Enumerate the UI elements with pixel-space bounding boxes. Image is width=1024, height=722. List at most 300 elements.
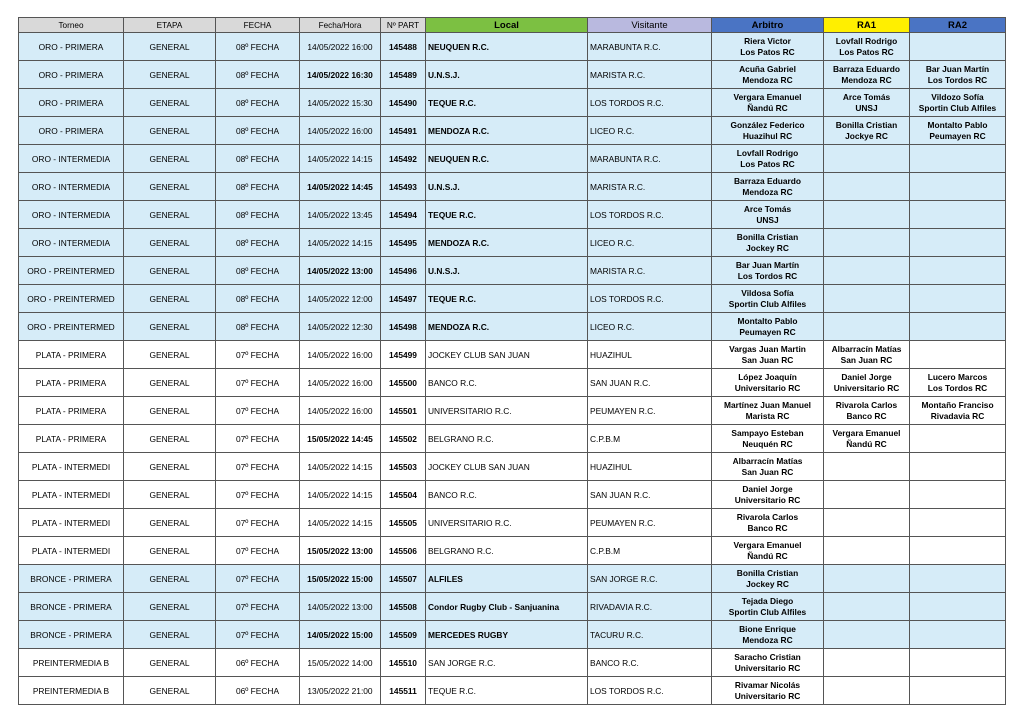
- cell-arbitro-name: Albarracín Matías: [732, 455, 803, 466]
- cell-torneo: ORO - INTERMEDIA: [19, 201, 124, 229]
- cell-torneo: BRONCE - PRIMERA: [19, 565, 124, 593]
- cell-arbitro-club: Ñandú RC: [747, 550, 788, 561]
- cell-arbitro-club: UNSJ: [756, 214, 779, 225]
- cell-visitante: MARABUNTA R.C.: [588, 145, 712, 173]
- cell-torneo: ORO - PREINTERMED: [19, 313, 124, 341]
- cell-visitante: RIVADAVIA R.C.: [588, 593, 712, 621]
- table-row: [19, 509, 1006, 537]
- cell-ra1-club: Jockye RC: [845, 130, 888, 141]
- table-row: [19, 649, 1006, 677]
- cell-ra2: [910, 61, 1006, 89]
- cell-visitante: LICEO R.C.: [588, 117, 712, 145]
- cell-visitante: SAN JORGE R.C.: [588, 565, 712, 593]
- cell-ra1-club: San Juan RC: [840, 354, 893, 365]
- cell-visitante: HUAZIHUL: [588, 453, 712, 481]
- cell-n-part: 145493: [381, 173, 426, 201]
- cell-ra2: [910, 397, 1006, 425]
- cell-local: MENDOZA R.C.: [426, 117, 588, 145]
- cell-ra1: [824, 481, 910, 509]
- cell-ra2: [910, 341, 1006, 369]
- cell-ra1-club: Universitario RC: [833, 382, 900, 393]
- cell-torneo: PREINTERMEDIA B: [19, 649, 124, 677]
- cell-ra2-name: Montalto Pablo: [927, 119, 988, 130]
- cell-fecha-hora: 15/05/2022 13:00: [300, 537, 381, 565]
- cell-torneo: PLATA - PRIMERA: [19, 341, 124, 369]
- cell-fecha-hora: 14/05/2022 14:15: [300, 453, 381, 481]
- cell-n-part: 145505: [381, 509, 426, 537]
- table-row: [19, 117, 1006, 145]
- cell-visitante: LOS TORDOS R.C.: [588, 677, 712, 705]
- cell-torneo: PLATA - PRIMERA: [19, 369, 124, 397]
- cell-n-part: 145495: [381, 229, 426, 257]
- cell-torneo: PLATA - INTERMEDI: [19, 537, 124, 565]
- cell-arbitro-club: Mendoza RC: [742, 186, 793, 197]
- cell-fecha: 07º FECHA: [216, 537, 300, 565]
- table-row: [19, 33, 1006, 61]
- cell-ra1-name: Albarracín Matías: [831, 343, 902, 354]
- cell-visitante: LOS TORDOS R.C.: [588, 201, 712, 229]
- cell-local: ALFILES: [426, 565, 588, 593]
- cell-fecha: 07º FECHA: [216, 565, 300, 593]
- cell-etapa: GENERAL: [124, 285, 216, 313]
- cell-n-part: 145508: [381, 593, 426, 621]
- cell-n-part: 145509: [381, 621, 426, 649]
- cell-arbitro-club: Mendoza RC: [742, 634, 793, 645]
- cell-fecha: 07º FECHA: [216, 369, 300, 397]
- cell-ra1-name: Vergara Emanuel: [832, 427, 901, 438]
- cell-fecha-hora: 13/05/2022 21:00: [300, 677, 381, 705]
- cell-fecha-hora: 14/05/2022 16:00: [300, 341, 381, 369]
- table-row: [19, 425, 1006, 453]
- cell-ra2-club: Peumayen RC: [929, 130, 986, 141]
- cell-arbitro: [712, 677, 824, 705]
- cell-ra1-name: Bonilla Cristian: [835, 119, 898, 130]
- col-etapa: ETAPA: [124, 18, 216, 33]
- referee-assignment-table: [18, 17, 1006, 705]
- cell-arbitro-club: Universitario RC: [734, 382, 801, 393]
- cell-ra1: [824, 425, 910, 453]
- table-row: [19, 89, 1006, 117]
- cell-arbitro: [712, 649, 824, 677]
- cell-arbitro: [712, 173, 824, 201]
- cell-fecha: 07º FECHA: [216, 425, 300, 453]
- cell-arbitro-name: Bione Enrique: [739, 623, 796, 634]
- cell-fecha-hora: 14/05/2022 14:15: [300, 145, 381, 173]
- cell-arbitro: [712, 509, 824, 537]
- cell-fecha: 08º FECHA: [216, 89, 300, 117]
- cell-arbitro-name: Sampayo Esteban: [731, 427, 804, 438]
- cell-ra2-name: Bar Juan Martín: [925, 63, 990, 74]
- cell-ra2: [910, 565, 1006, 593]
- header-row: [19, 18, 1006, 33]
- cell-torneo: ORO - INTERMEDIA: [19, 173, 124, 201]
- cell-n-part: 145511: [381, 677, 426, 705]
- cell-visitante: LOS TORDOS R.C.: [588, 89, 712, 117]
- cell-ra1: [824, 229, 910, 257]
- cell-ra1: [824, 201, 910, 229]
- cell-ra2: [910, 369, 1006, 397]
- col-n-part: Nº PART: [381, 18, 426, 33]
- cell-etapa: GENERAL: [124, 173, 216, 201]
- cell-torneo: PLATA - INTERMEDI: [19, 453, 124, 481]
- cell-ra2-name: Montaño Franciso: [921, 399, 994, 410]
- cell-ra2: [910, 201, 1006, 229]
- cell-n-part: 145488: [381, 33, 426, 61]
- cell-arbitro-club: Universitario RC: [734, 690, 801, 701]
- cell-n-part: 145503: [381, 453, 426, 481]
- cell-fecha: 07º FECHA: [216, 509, 300, 537]
- cell-n-part: 145490: [381, 89, 426, 117]
- cell-local: TEQUE R.C.: [426, 201, 588, 229]
- cell-visitante: C.P.B.M: [588, 425, 712, 453]
- col-torneo: Torneo: [19, 18, 124, 33]
- cell-n-part: 145492: [381, 145, 426, 173]
- cell-fecha: 08º FECHA: [216, 257, 300, 285]
- cell-ra2: [910, 173, 1006, 201]
- table-row: [19, 621, 1006, 649]
- cell-etapa: GENERAL: [124, 565, 216, 593]
- cell-fecha: 07º FECHA: [216, 593, 300, 621]
- cell-torneo: ORO - PREINTERMED: [19, 285, 124, 313]
- cell-ra1-name: Lovfall Rodrigo: [835, 35, 898, 46]
- cell-arbitro: [712, 537, 824, 565]
- cell-fecha-hora: 14/05/2022 12:30: [300, 313, 381, 341]
- cell-arbitro: [712, 397, 824, 425]
- cell-local: MERCEDES RUGBY: [426, 621, 588, 649]
- cell-etapa: GENERAL: [124, 33, 216, 61]
- cell-ra1-name: Rivarola Carlos: [835, 399, 898, 410]
- cell-etapa: GENERAL: [124, 397, 216, 425]
- cell-torneo: BRONCE - PRIMERA: [19, 593, 124, 621]
- cell-n-part: 145499: [381, 341, 426, 369]
- cell-arbitro-name: Daniel Jorge: [742, 483, 793, 494]
- cell-fecha: 08º FECHA: [216, 145, 300, 173]
- cell-arbitro-name: Tejada Diego: [741, 595, 794, 606]
- cell-ra2: [910, 593, 1006, 621]
- cell-ra1: [824, 453, 910, 481]
- cell-local: U.N.S.J.: [426, 257, 588, 285]
- cell-arbitro-name: Bar Juan Martín: [735, 259, 800, 270]
- cell-arbitro-club: San Juan RC: [741, 354, 794, 365]
- cell-arbitro-club: Neuquén RC: [742, 438, 793, 449]
- cell-fecha-hora: 14/05/2022 16:00: [300, 369, 381, 397]
- cell-fecha-hora: 14/05/2022 14:15: [300, 481, 381, 509]
- cell-arbitro-club: San Juan RC: [741, 466, 794, 477]
- cell-fecha-hora: 14/05/2022 15:30: [300, 89, 381, 117]
- col-visitante: Visitante: [588, 18, 712, 33]
- col-fecha-hora: Fecha/Hora: [300, 18, 381, 33]
- cell-arbitro-club: Sportin Club Alfiles: [728, 298, 807, 309]
- cell-torneo: ORO - PRIMERA: [19, 89, 124, 117]
- cell-arbitro-name: Montalto Pablo: [737, 315, 798, 326]
- cell-visitante: TACURU R.C.: [588, 621, 712, 649]
- cell-ra2-name: Vildozo Sofía: [931, 91, 984, 102]
- cell-visitante: SAN JUAN R.C.: [588, 481, 712, 509]
- cell-arbitro-club: Jockey RC: [746, 242, 789, 253]
- cell-n-part: 145489: [381, 61, 426, 89]
- cell-arbitro-name: Barraza Eduardo: [733, 175, 802, 186]
- cell-arbitro-name: Acuña Gabriel: [739, 63, 796, 74]
- cell-ra1: [824, 649, 910, 677]
- cell-visitante: C.P.B.M: [588, 537, 712, 565]
- cell-arbitro-name: Riera Victor: [744, 35, 791, 46]
- cell-fecha-hora: 14/05/2022 12:00: [300, 285, 381, 313]
- cell-arbitro: [712, 117, 824, 145]
- cell-local: MENDOZA R.C.: [426, 313, 588, 341]
- cell-etapa: GENERAL: [124, 453, 216, 481]
- cell-visitante: MARISTA R.C.: [588, 173, 712, 201]
- cell-etapa: GENERAL: [124, 257, 216, 285]
- cell-arbitro: [712, 593, 824, 621]
- cell-torneo: PLATA - PRIMERA: [19, 397, 124, 425]
- col-arbitro: Arbitro: [712, 18, 824, 33]
- cell-visitante: PEUMAYEN R.C.: [588, 397, 712, 425]
- cell-n-part: 145497: [381, 285, 426, 313]
- cell-ra1: [824, 341, 910, 369]
- cell-fecha: 07º FECHA: [216, 481, 300, 509]
- cell-ra1: [824, 397, 910, 425]
- cell-ra2: [910, 145, 1006, 173]
- cell-arbitro-name: Rivarola Carlos: [736, 511, 799, 522]
- cell-arbitro-name: Vergara Emanuel: [733, 91, 802, 102]
- cell-visitante: MARABUNTA R.C.: [588, 33, 712, 61]
- cell-ra2: [910, 285, 1006, 313]
- cell-ra1: [824, 621, 910, 649]
- cell-fecha: 08º FECHA: [216, 201, 300, 229]
- cell-ra1: [824, 593, 910, 621]
- cell-visitante: SAN JUAN R.C.: [588, 369, 712, 397]
- table-row: [19, 565, 1006, 593]
- cell-local: JOCKEY CLUB SAN JUAN: [426, 453, 588, 481]
- cell-ra2-club: Rivadavia RC: [930, 410, 985, 421]
- cell-n-part: 145498: [381, 313, 426, 341]
- cell-etapa: GENERAL: [124, 537, 216, 565]
- cell-fecha: 06º FECHA: [216, 677, 300, 705]
- cell-fecha-hora: 15/05/2022 14:00: [300, 649, 381, 677]
- table-row: [19, 229, 1006, 257]
- cell-torneo: PLATA - INTERMEDI: [19, 509, 124, 537]
- cell-torneo: ORO - PRIMERA: [19, 33, 124, 61]
- cell-n-part: 145502: [381, 425, 426, 453]
- cell-ra2: [910, 621, 1006, 649]
- cell-ra2: [910, 425, 1006, 453]
- cell-arbitro: [712, 61, 824, 89]
- cell-ra1: [824, 173, 910, 201]
- cell-local: Condor Rugby Club - Sanjuanina: [426, 593, 588, 621]
- cell-ra2: [910, 313, 1006, 341]
- cell-fecha: 07º FECHA: [216, 397, 300, 425]
- cell-arbitro-club: Los Patos RC: [740, 46, 795, 57]
- cell-local: BELGRANO R.C.: [426, 425, 588, 453]
- cell-ra2: [910, 677, 1006, 705]
- cell-fecha-hora: 14/05/2022 14:15: [300, 509, 381, 537]
- table-row: [19, 397, 1006, 425]
- table-row: [19, 257, 1006, 285]
- cell-etapa: GENERAL: [124, 425, 216, 453]
- cell-arbitro: [712, 257, 824, 285]
- cell-arbitro: [712, 145, 824, 173]
- cell-local: JOCKEY CLUB SAN JUAN: [426, 341, 588, 369]
- cell-arbitro-club: Los Patos RC: [740, 158, 795, 169]
- cell-fecha-hora: 15/05/2022 15:00: [300, 565, 381, 593]
- cell-fecha-hora: 14/05/2022 15:00: [300, 621, 381, 649]
- cell-visitante: MARISTA R.C.: [588, 61, 712, 89]
- cell-ra2: [910, 117, 1006, 145]
- cell-local: NEUQUEN R.C.: [426, 145, 588, 173]
- cell-arbitro: [712, 425, 824, 453]
- cell-n-part: 145500: [381, 369, 426, 397]
- cell-arbitro: [712, 285, 824, 313]
- cell-ra2: [910, 229, 1006, 257]
- cell-visitante: LICEO R.C.: [588, 313, 712, 341]
- cell-visitante: PEUMAYEN R.C.: [588, 509, 712, 537]
- cell-arbitro-club: Peumayen RC: [739, 326, 796, 337]
- cell-torneo: BRONCE - PRIMERA: [19, 621, 124, 649]
- cell-etapa: GENERAL: [124, 481, 216, 509]
- cell-arbitro-name: Martínez Juan Manuel: [723, 399, 812, 410]
- cell-ra1: [824, 145, 910, 173]
- cell-arbitro-club: Jockey RC: [746, 578, 789, 589]
- cell-visitante: LOS TORDOS R.C.: [588, 285, 712, 313]
- cell-ra1-club: Mendoza RC: [841, 74, 892, 85]
- cell-local: TEQUE R.C.: [426, 285, 588, 313]
- cell-visitante: HUAZIHUL: [588, 341, 712, 369]
- cell-ra2: [910, 537, 1006, 565]
- cell-arbitro-name: Lovfall Rodrigo: [736, 147, 799, 158]
- cell-ra1: [824, 537, 910, 565]
- cell-ra1: [824, 565, 910, 593]
- cell-ra2-name: Lucero Marcos: [927, 371, 988, 382]
- cell-etapa: GENERAL: [124, 509, 216, 537]
- cell-ra2: [910, 649, 1006, 677]
- cell-arbitro-club: Huazihul RC: [742, 130, 793, 141]
- cell-n-part: 145491: [381, 117, 426, 145]
- cell-local: SAN JORGE R.C.: [426, 649, 588, 677]
- cell-arbitro-name: Vergara Emanuel: [733, 539, 802, 550]
- cell-arbitro-club: Banco RC: [747, 522, 788, 533]
- cell-etapa: GENERAL: [124, 677, 216, 705]
- cell-ra1: [824, 285, 910, 313]
- cell-torneo: ORO - PRIMERA: [19, 61, 124, 89]
- cell-arbitro: [712, 565, 824, 593]
- cell-arbitro: [712, 33, 824, 61]
- cell-arbitro: [712, 341, 824, 369]
- table-row: [19, 677, 1006, 705]
- cell-local: NEUQUEN R.C.: [426, 33, 588, 61]
- cell-arbitro: [712, 621, 824, 649]
- cell-fecha: 07º FECHA: [216, 453, 300, 481]
- cell-arbitro-name: Saracho Cristian: [734, 651, 801, 662]
- cell-etapa: GENERAL: [124, 593, 216, 621]
- cell-arbitro-club: Sportin Club Alfiles: [728, 606, 807, 617]
- cell-n-part: 145496: [381, 257, 426, 285]
- cell-ra1: [824, 61, 910, 89]
- cell-arbitro-club: Los Tordos RC: [737, 270, 798, 281]
- cell-ra2: [910, 453, 1006, 481]
- cell-fecha-hora: 14/05/2022 13:00: [300, 257, 381, 285]
- cell-ra2: [910, 481, 1006, 509]
- cell-arbitro: [712, 453, 824, 481]
- cell-arbitro: [712, 481, 824, 509]
- cell-etapa: GENERAL: [124, 621, 216, 649]
- cell-fecha: 08º FECHA: [216, 117, 300, 145]
- cell-ra2-club: Los Tordos RC: [927, 74, 988, 85]
- cell-etapa: GENERAL: [124, 145, 216, 173]
- cell-fecha-hora: 14/05/2022 16:30: [300, 61, 381, 89]
- cell-fecha-hora: 14/05/2022 13:45: [300, 201, 381, 229]
- cell-ra2: [910, 257, 1006, 285]
- cell-n-part: 145504: [381, 481, 426, 509]
- cell-ra2: [910, 33, 1006, 61]
- cell-arbitro-name: Vildosa Sofía: [741, 287, 794, 298]
- cell-arbitro-club: Universitario RC: [734, 662, 801, 673]
- cell-torneo: PLATA - INTERMEDI: [19, 481, 124, 509]
- cell-fecha: 08º FECHA: [216, 285, 300, 313]
- cell-visitante: MARISTA R.C.: [588, 257, 712, 285]
- col-ra2: RA2: [910, 18, 1006, 33]
- cell-local: U.N.S.J.: [426, 173, 588, 201]
- cell-local: U.N.S.J.: [426, 61, 588, 89]
- cell-fecha-hora: 14/05/2022 16:00: [300, 397, 381, 425]
- cell-fecha: 07º FECHA: [216, 621, 300, 649]
- cell-ra1: [824, 509, 910, 537]
- table-row: [19, 173, 1006, 201]
- cell-n-part: 145510: [381, 649, 426, 677]
- cell-ra1-club: UNSJ: [855, 102, 878, 113]
- cell-ra2: [910, 509, 1006, 537]
- cell-etapa: GENERAL: [124, 201, 216, 229]
- cell-fecha: 07º FECHA: [216, 341, 300, 369]
- cell-fecha-hora: 14/05/2022 16:00: [300, 117, 381, 145]
- cell-arbitro-club: Marista RC: [745, 410, 790, 421]
- cell-ra2-club: Los Tordos RC: [927, 382, 988, 393]
- cell-local: UNIVERSITARIO R.C.: [426, 397, 588, 425]
- col-ra1: RA1: [824, 18, 910, 33]
- table-row: [19, 369, 1006, 397]
- cell-ra1: [824, 677, 910, 705]
- cell-ra1: [824, 257, 910, 285]
- table-row: [19, 593, 1006, 621]
- cell-arbitro-name: González Federico: [730, 119, 805, 130]
- cell-etapa: GENERAL: [124, 61, 216, 89]
- cell-ra1: [824, 313, 910, 341]
- cell-arbitro-name: Arce Tomás: [743, 203, 792, 214]
- cell-torneo: ORO - PREINTERMED: [19, 257, 124, 285]
- cell-arbitro-club: Ñandú RC: [747, 102, 788, 113]
- table-row: [19, 285, 1006, 313]
- table-row: [19, 313, 1006, 341]
- table-row: [19, 341, 1006, 369]
- cell-local: BANCO R.C.: [426, 481, 588, 509]
- table-row: [19, 201, 1006, 229]
- table-row: [19, 145, 1006, 173]
- cell-ra1-club: Banco RC: [846, 410, 887, 421]
- table-row: [19, 481, 1006, 509]
- cell-ra1-name: Arce Tomás: [842, 91, 891, 102]
- cell-fecha: 08º FECHA: [216, 229, 300, 257]
- cell-fecha-hora: 14/05/2022 13:00: [300, 593, 381, 621]
- cell-ra1-name: Daniel Jorge: [841, 371, 892, 382]
- cell-torneo: ORO - INTERMEDIA: [19, 229, 124, 257]
- cell-fecha: 08º FECHA: [216, 173, 300, 201]
- cell-n-part: 145506: [381, 537, 426, 565]
- cell-local: UNIVERSITARIO R.C.: [426, 509, 588, 537]
- cell-arbitro: [712, 313, 824, 341]
- cell-torneo: ORO - PRIMERA: [19, 117, 124, 145]
- cell-n-part: 145494: [381, 201, 426, 229]
- cell-torneo: PREINTERMEDIA B: [19, 677, 124, 705]
- cell-etapa: GENERAL: [124, 341, 216, 369]
